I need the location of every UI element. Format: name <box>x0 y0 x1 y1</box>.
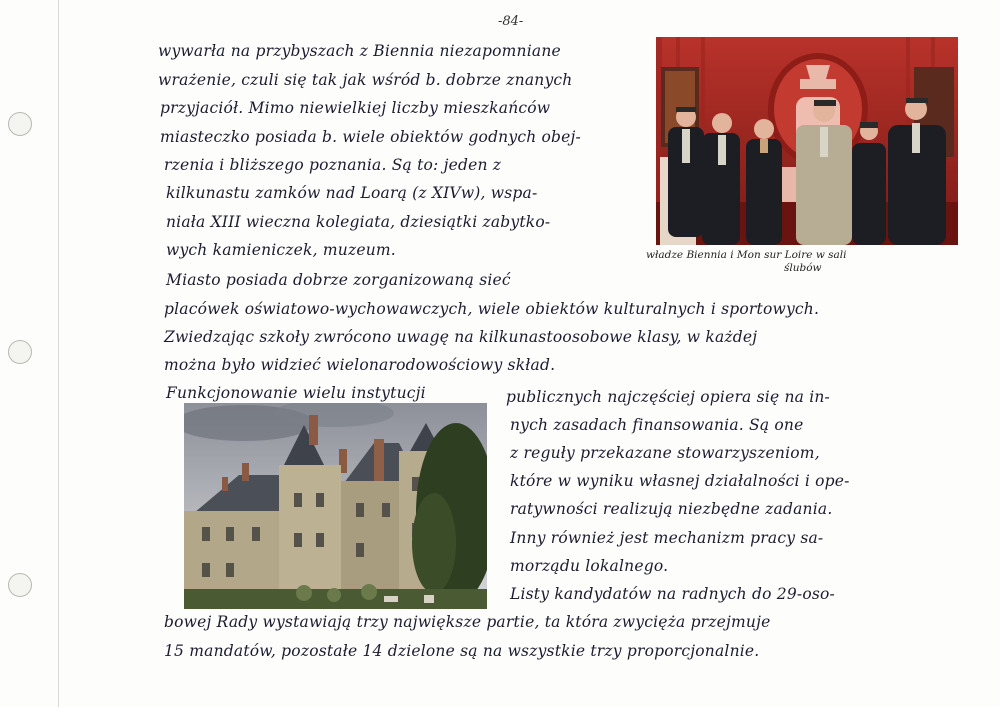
castle-photo <box>184 403 487 609</box>
text-line: placówek oświatowo-wychowawczych, wiele obiektów kulturalnych i sportowych. <box>164 300 820 318</box>
text-line: wywarła na przybyszach z Biennia niezapomniane <box>158 42 561 60</box>
group-photo <box>656 37 958 245</box>
photo-caption: ślubów <box>784 262 822 274</box>
text-line: nych zasadach finansowania. Są one <box>510 416 804 434</box>
text-line: kilkunastu zamków nad Loarą (z XIVw), wspa- <box>166 184 538 202</box>
binder-hole <box>8 340 32 364</box>
margin-line <box>58 0 59 707</box>
text-line: morządu lokalnego. <box>510 557 669 575</box>
text-line: Funkcjonowanie wielu instytucji <box>166 384 426 402</box>
text-line: wych kamieniczek, muzeum. <box>166 241 396 259</box>
text-line: przyjaciół. Mimo niewielkiej liczby mieszkańców <box>160 99 551 117</box>
binder-hole <box>8 112 32 136</box>
text-line: można było widzieć wielonarodowościowy skład. <box>164 356 556 374</box>
text-line: Zwiedzając szkoły zwrócono uwagę na kilkunastoosobowe klasy, w każdej <box>164 328 758 346</box>
text-line: publicznych najczęściej opiera się na in- <box>506 388 830 406</box>
binder-hole <box>8 573 32 597</box>
text-line: bowej Rady wystawiają trzy największe partie, ta która zwycięża przejmuje <box>164 613 771 631</box>
text-line: Miasto posiada dobrze zorganizowaną sieć <box>166 271 511 289</box>
text-line: wrażenie, czuli się tak jak wśród b. dobrze znanych <box>158 71 573 89</box>
text-line: niała XIII wieczna kolegiata, dziesiątki zabytko- <box>166 213 551 231</box>
photo-caption: władze Biennia i Mon sur Loire w sali <box>646 249 847 261</box>
text-line: Listy kandydatów na radnych do 29-oso- <box>510 585 835 603</box>
text-line: ratywności realizują niezbędne zadania. <box>510 500 833 518</box>
text-line: z reguły przekazane stowarzyszeniom, <box>510 444 820 462</box>
text-line: które w wyniku własnej działalności i ope- <box>510 472 850 490</box>
text-line: Inny również jest mechanizm pracy sa- <box>510 529 824 547</box>
text-line: rzenia i bliższego poznania. Są to: jeden z <box>164 156 502 174</box>
text-line: 15 mandatów, pozostałe 14 dzielone są na wszystkie trzy proporcjonalnie. <box>164 642 760 660</box>
text-line: miasteczko posiada b. wiele obiektów godnych obej- <box>160 128 581 146</box>
page-number: -84- <box>498 14 524 29</box>
